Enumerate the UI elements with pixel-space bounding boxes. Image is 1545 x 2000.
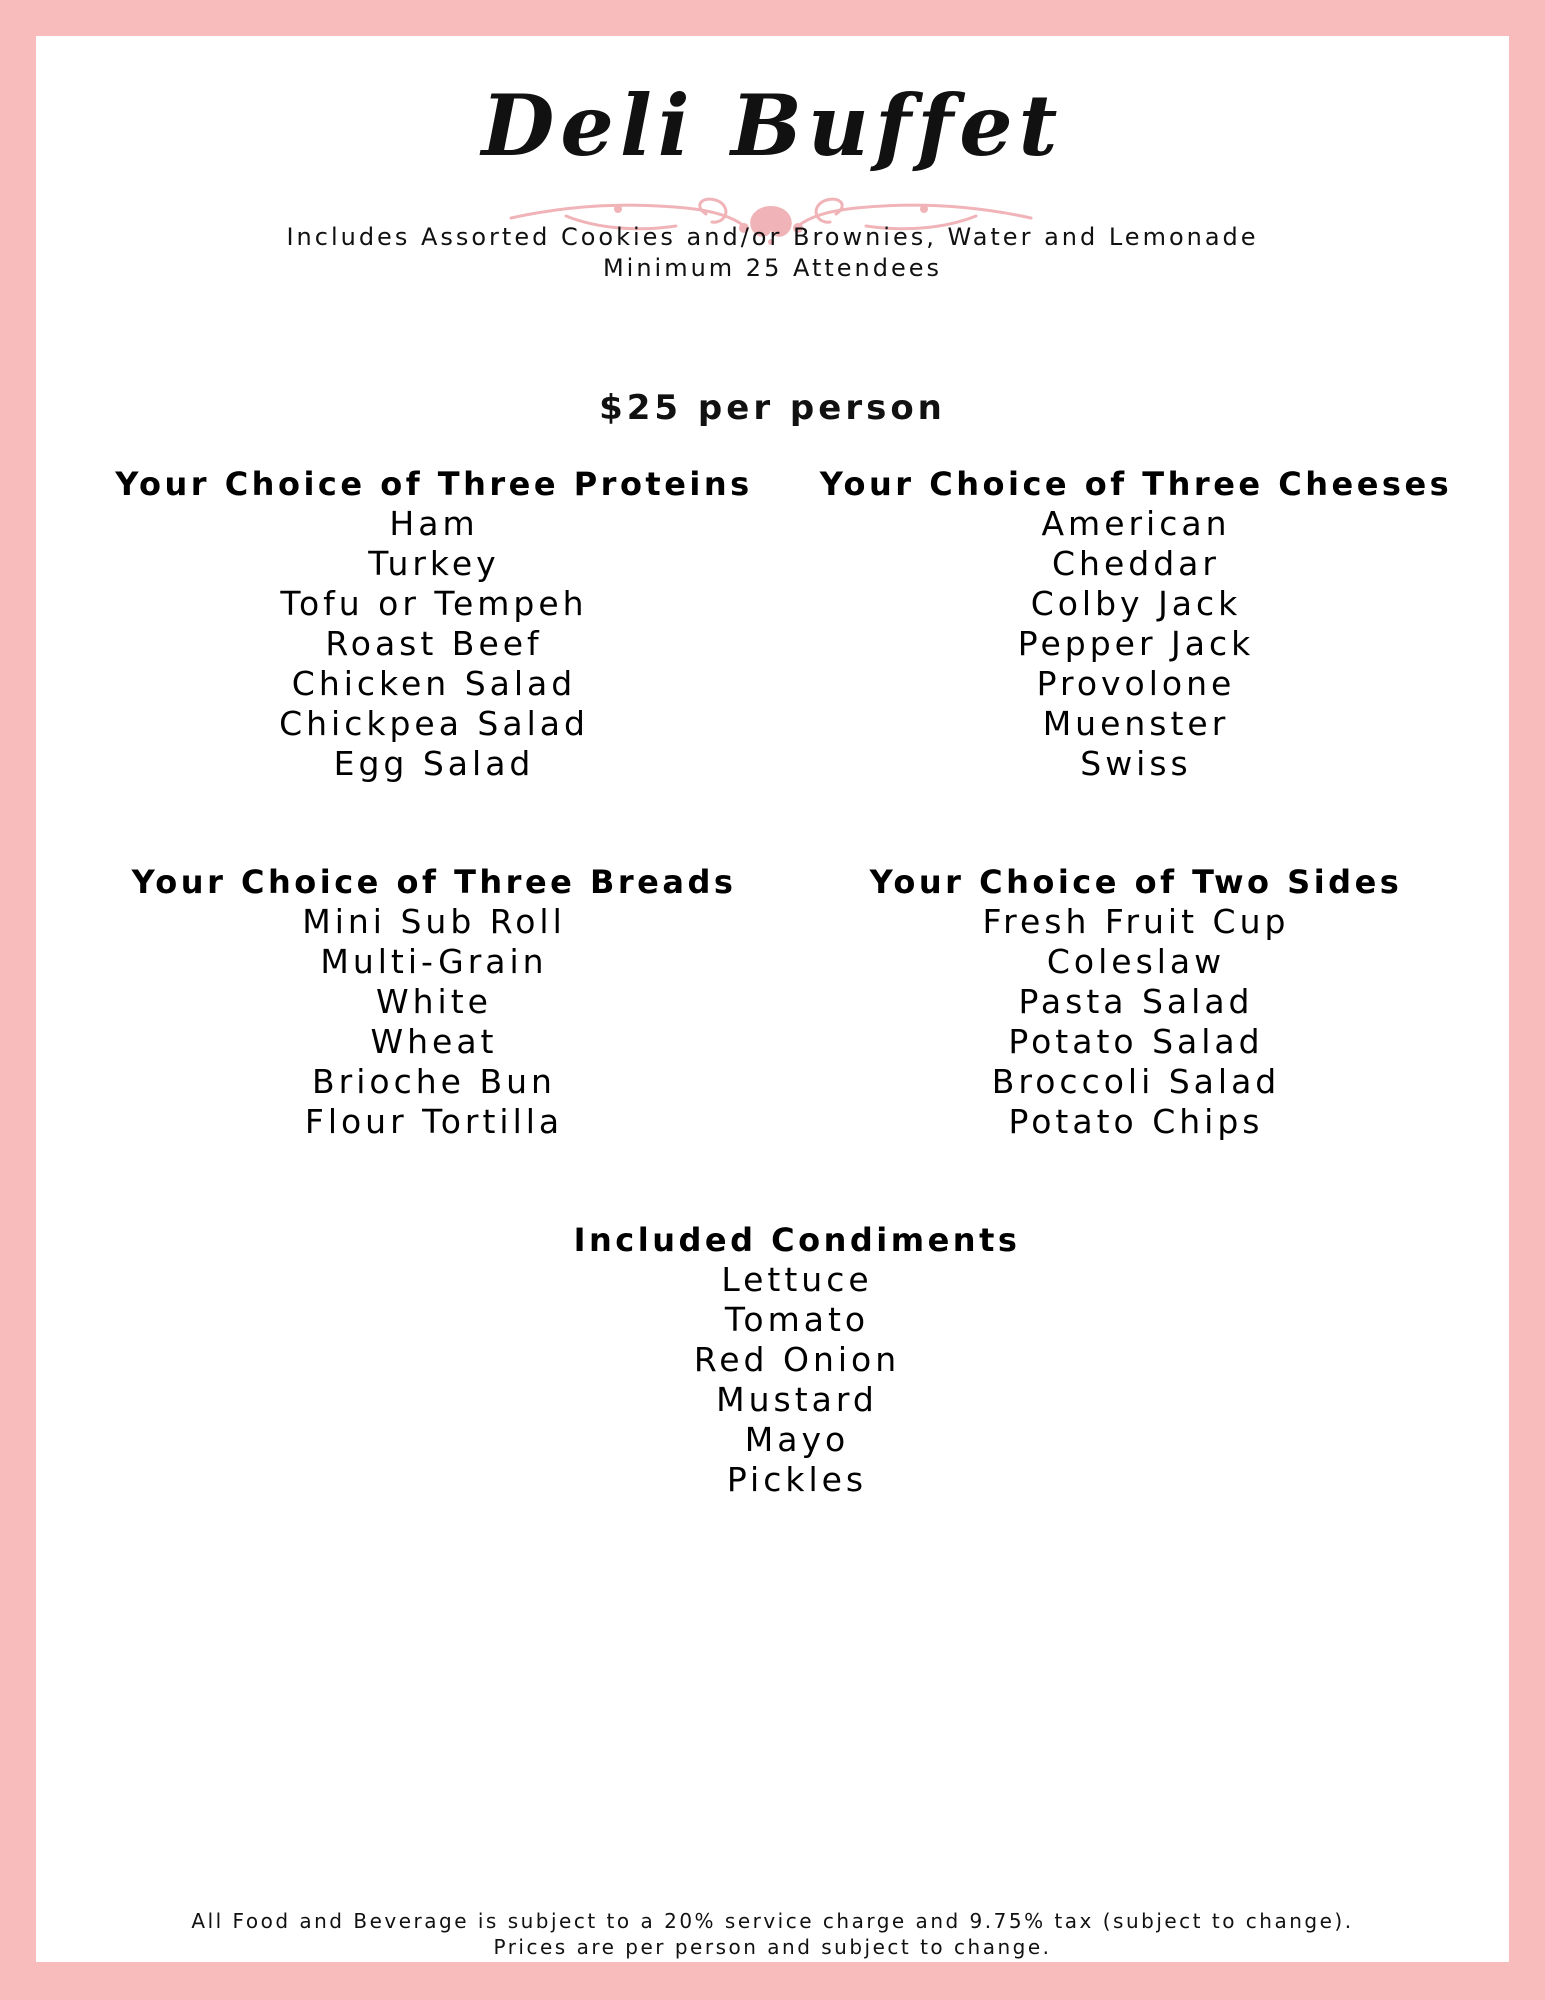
section-heading: Included Condiments xyxy=(573,1221,1021,1259)
intro-line-inclusions: Includes Assorted Cookies and/or Brownies, Water and Lemonade xyxy=(286,223,1259,251)
menu-item: Pickles xyxy=(726,1460,868,1499)
menu-item: Provolone xyxy=(1036,664,1236,703)
menu-item: Red Onion xyxy=(693,1340,901,1379)
item-list xyxy=(786,504,1486,784)
menu-item: Tomato xyxy=(724,1300,870,1339)
item-list xyxy=(786,902,1486,1142)
menu-item: Ham xyxy=(389,504,479,543)
section-heading: Your Choice of Two Sides xyxy=(869,863,1403,901)
intro-text xyxy=(36,222,1509,284)
menu-item: Lettuce xyxy=(721,1260,873,1299)
menu-item: Mustard xyxy=(716,1380,878,1419)
menu-item: Multi-Grain xyxy=(320,942,548,981)
menu-item: Pepper Jack xyxy=(1017,624,1255,663)
item-list xyxy=(447,1260,1147,1500)
footer-disclaimer xyxy=(36,1908,1509,1960)
menu-item: Potato Salad xyxy=(1008,1022,1264,1061)
menu-item: Coleslaw xyxy=(1046,942,1226,981)
menu-item: Tofu or Tempeh xyxy=(280,584,588,623)
section-cheeses xyxy=(786,464,1486,784)
menu-item: Brioche Bun xyxy=(312,1062,556,1101)
menu-item: Egg Salad xyxy=(333,744,535,783)
menu-item: Swiss xyxy=(1080,744,1192,783)
intro-line-minimum: Minimum 25 Attendees xyxy=(602,254,943,282)
section-heading: Your Choice of Three Cheeses xyxy=(819,465,1453,503)
menu-page xyxy=(36,36,1509,1962)
menu-item: Chicken Salad xyxy=(291,664,577,703)
price-per-person: $25 per person xyxy=(599,388,946,428)
menu-item: Pasta Salad xyxy=(1018,982,1254,1021)
menu-item: Potato Chips xyxy=(1008,1102,1264,1141)
menu-item: Chickpea Salad xyxy=(279,704,589,743)
menu-item: Flour Tortilla xyxy=(304,1102,564,1141)
menu-item: Mini Sub Roll xyxy=(302,902,566,941)
menu-item: Turkey xyxy=(368,544,500,583)
footer-line-service-charge: All Food and Beverage is subject to a 20% service charge and 9.75% tax (subject to change). xyxy=(191,1909,1354,1933)
section-heading: Your Choice of Three Breads xyxy=(131,863,737,901)
section-breads xyxy=(84,862,784,1142)
section-condiments xyxy=(447,1220,1147,1500)
menu-item: Cheddar xyxy=(1052,544,1220,583)
footer-line-prices: Prices are per person and subject to change. xyxy=(493,1935,1052,1959)
menu-item: Mayo xyxy=(744,1420,850,1459)
menu-item: Wheat xyxy=(370,1022,498,1061)
menu-item: Muenster xyxy=(1042,704,1230,743)
item-list xyxy=(84,504,784,784)
section-sides xyxy=(786,862,1486,1142)
menu-item: White xyxy=(376,982,492,1021)
menu-item: American xyxy=(1041,504,1231,543)
menu-item: Colby Jack xyxy=(1030,584,1242,623)
menu-item: Fresh Fruit Cup xyxy=(982,902,1290,941)
menu-title: Deli Buffet xyxy=(481,76,1064,175)
section-heading: Your Choice of Three Proteins xyxy=(115,465,753,503)
item-list xyxy=(84,902,784,1142)
section-proteins xyxy=(84,464,784,784)
menu-item: Broccoli Salad xyxy=(991,1062,1281,1101)
menu-item: Roast Beef xyxy=(325,624,543,663)
